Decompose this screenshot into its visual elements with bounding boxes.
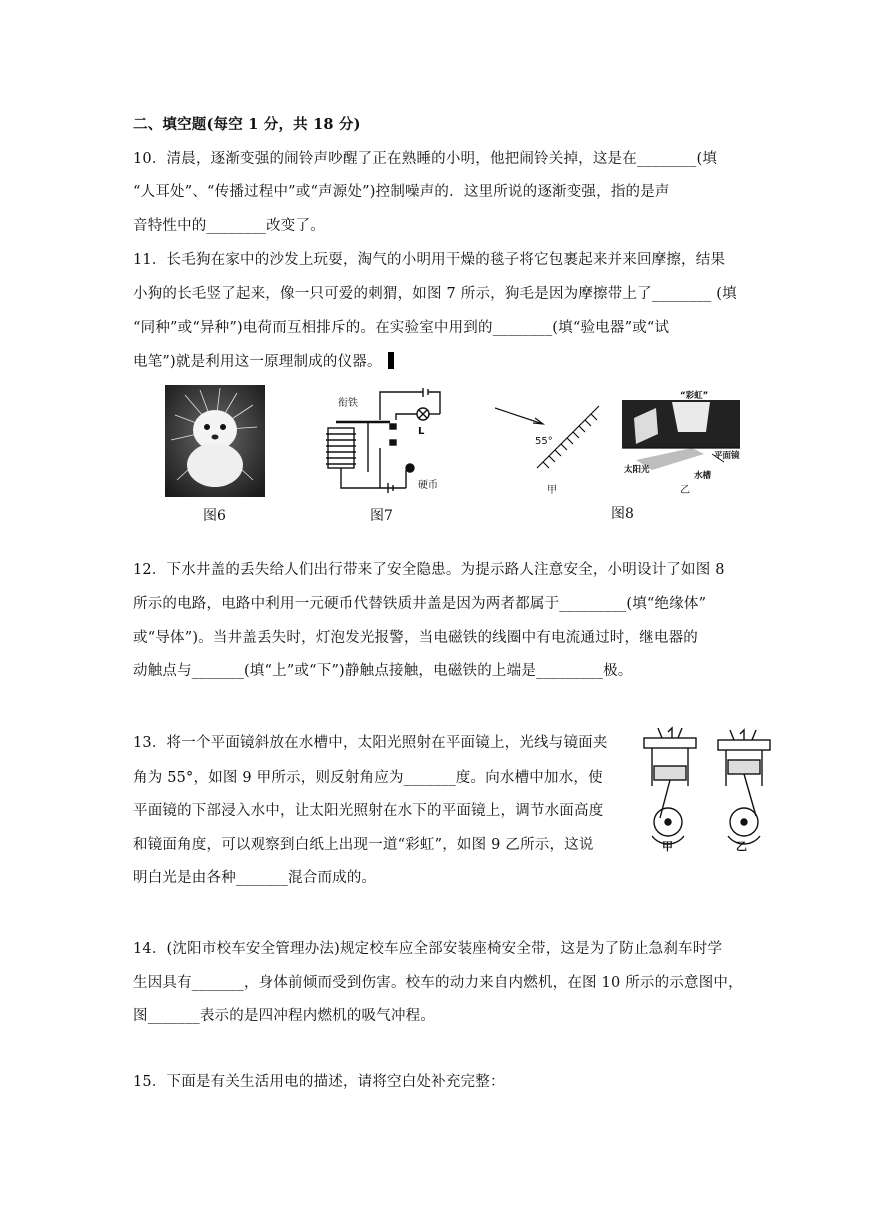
q11-line-2: 小狗的长毛竖了起来，像一只可爱的刺猬，如图 7 所示，狗毛是因为摩擦带上了________ (填 bbox=[133, 286, 737, 302]
q10-line-3: 音特性中的________改变了。 bbox=[133, 218, 325, 234]
q13-line-2: 角为 55°，如图 9 甲所示，则反射角应为_______度。向水槽中加水，使 bbox=[133, 770, 603, 786]
q13-line-5: 明白光是由各种_______混合而成的。 bbox=[133, 870, 377, 886]
q14-line-2: 生因具有_______，身体前倾而受到伤害。校车的动力来自内燃机，在图 10 所示的示意图中， bbox=[133, 975, 743, 991]
figure-8-caption: 图8 bbox=[611, 506, 634, 522]
q12-line-3: 或“导体”)。当井盖丢失时，灯泡发光报警，当电磁铁的线圈中有电流通过时，继电器的 bbox=[133, 630, 698, 646]
fig7-label-armature: 衔铁 bbox=[338, 398, 358, 409]
fig7-label-coin: 硬币 bbox=[418, 480, 438, 491]
q12-line-2: 所示的电路，电路中利用一元硬币代替铁质井盖是因为两者都属于_________(填“绝缘体” bbox=[133, 596, 707, 612]
figure-6-caption: 图6 bbox=[203, 508, 226, 524]
fig8-mirror-label: 平面镜 bbox=[714, 451, 740, 461]
q13-line-1: 13．将一个平面镜斜放在水槽中，太阳光照射在平面镜上，光线与镜面夹 bbox=[133, 735, 608, 751]
fig8-rainbow-label: “彩虹” bbox=[680, 391, 709, 401]
figure-8-yi-label: 乙 bbox=[680, 485, 690, 496]
q11-line-1: 11．长毛狗在家中的沙发上玩耍，淘气的小明用干燥的毯子将它包裹起来并来回摩擦，结果 bbox=[133, 252, 726, 268]
figure-7-relay-circuit bbox=[318, 388, 448, 496]
q11-line-3: “同种”或“异种”)电荷而互相排斥的。在实验室中用到的________(填“验电器”或“试 bbox=[133, 320, 670, 336]
text-cursor bbox=[388, 352, 394, 369]
figure-8-jia-label: 甲 bbox=[547, 485, 557, 496]
q14-line-1: 14．(沈阳市校车安全管理办法)规定校车应全部安装座椅安全带，这是为了防止急刹车时学 bbox=[133, 941, 723, 957]
section-heading: 二、填空题(每空 1 分，共 18 分) bbox=[133, 116, 361, 133]
q12-line-4: 动触点与_______(填“上”或“下”)静触点接触，电磁铁的上端是_________极。 bbox=[133, 663, 633, 679]
q10-line-2: “人耳处”、“传播过程中”或“声源处”)控制噪声的．这里所说的逐渐变强，指的是声 bbox=[133, 184, 670, 200]
q10-line-1: 10．清晨，逐渐变强的闹铃声吵醒了正在熟睡的小明，他把闹铃关掉，这是在________(填 bbox=[133, 151, 718, 167]
fig7-label-lamp: L bbox=[418, 426, 425, 437]
fig8-angle-label: 55° bbox=[535, 436, 553, 447]
q11-line-4-text: 电笔”)就是利用这一原理制成的仪器。 bbox=[133, 354, 382, 370]
figure-8-jia-mirror bbox=[495, 398, 605, 478]
q12-line-1: 12．下水井盖的丢失给人们出行带来了安全隐患。为提示路人注意安全，小明设计了如图 8 bbox=[133, 562, 725, 578]
fig9-yi-label: 乙 bbox=[736, 840, 747, 852]
figure-6-dog-photo bbox=[165, 385, 265, 497]
fig9-jia-label: 甲 bbox=[662, 840, 673, 852]
q13-line-4: 和镜面角度，可以观察到白纸上出现一道“彩虹”，如图 9 乙所示，这说 bbox=[133, 837, 594, 853]
q11-line-4 bbox=[133, 350, 394, 371]
figure-9-engine-cylinders bbox=[638, 726, 778, 852]
q15-line-1: 15．下面是有关生活用电的描述，请将空白处补充完整： bbox=[133, 1074, 505, 1090]
fig8-sunlight-label: 太阳光 bbox=[624, 465, 650, 475]
fig8-tank-label: 水槽 bbox=[694, 471, 712, 480]
q13-line-3: 平面镜的下部浸入水中，让太阳光照射在水下的平面镜上，调节水面高度 bbox=[133, 803, 604, 819]
figure-7-caption: 图7 bbox=[370, 508, 393, 524]
figure-8-yi-rainbow bbox=[622, 388, 742, 480]
q14-line-3: 图_______表示的是四冲程内燃机的吸气冲程。 bbox=[133, 1008, 436, 1024]
